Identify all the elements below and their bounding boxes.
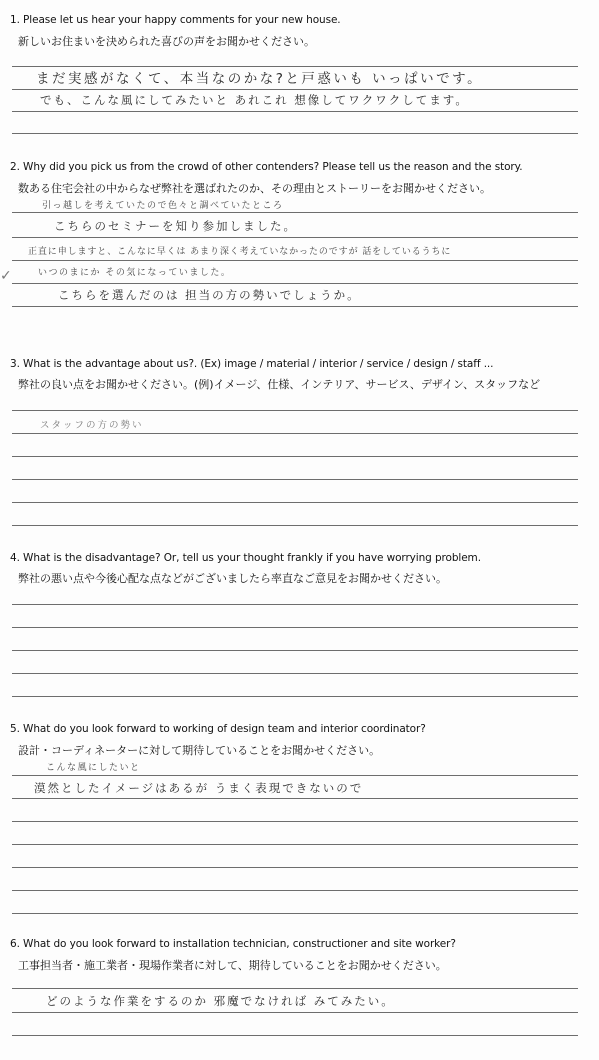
question-2-english: 2. Why did you pick us from the crowd of other contenders? Please tell us the reason and the story. [10,161,523,173]
margin-check-mark: ✓ [0,268,12,284]
answer-line [12,604,578,605]
answer-line [12,821,578,822]
answer-line [12,673,578,674]
question-6-english: 6. What do you look forward to installation technician, constructioner and site worker? [10,938,456,950]
answer-line [12,696,578,697]
handwritten-answer: こんな風にしたいと [46,763,141,773]
handwritten-answer: いつのまにか その気になっていました。 [38,268,232,278]
answer-line [12,1035,578,1036]
answer-line [12,988,578,989]
answer-line [12,890,578,891]
question-3-english: 3. What is the advantage about us?. (Ex) image / material / interior / service / design / staff ... [10,358,494,370]
answer-line [12,627,578,628]
answer-line [12,260,578,261]
answer-line [12,844,578,845]
handwritten-answer: 漠然としたイメージはあるが うまく表現できないので [34,781,364,795]
handwritten-answer: こちらを選んだのは 担当の方の勢いでしょうか。 [58,288,361,302]
question-6-japanese: 工事担当者・施工業者・現場作業者に対して、期待していることをお聞かせください。 [18,959,447,972]
question-4-english: 4. What is the disadvantage? Or, tell us your thought frankly if you have worrying problem. [10,552,481,564]
answer-line [12,525,578,526]
question-5-english: 5. What do you look forward to working of design team and interior coordinator? [10,723,426,735]
answer-line [12,867,578,868]
answer-line [12,410,578,411]
question-4-japanese: 弊社の悪い点や今後心配な点などがございましたら率直なご意見をお聞かせください。 [18,572,447,585]
handwritten-answer: 正直に申しますと、こんなに早くは あまり深く考えていなかったのですが 話をしているうちに [28,247,452,257]
answer-line [12,1012,578,1013]
answer-line [12,133,578,134]
question-3-japanese: 弊社の良い点をお聞かせください。(例)イメージ、仕様、インテリア、サービス、デザイン、スタッフなど [18,378,541,391]
answer-line [12,456,578,457]
answer-line [12,306,578,307]
handwritten-answer: どのような作業をするのか 邪魔でなければ みてみたい。 [46,994,395,1008]
handwritten-answer: スタッフの方の勢い [40,420,144,431]
answer-line [12,913,578,914]
answer-line [12,237,578,238]
answer-line [12,111,578,112]
question-2-japanese: 数ある住宅会社の中からなぜ弊社を選ばれたのか、その理由とストーリーをお聞かせください。 [18,182,491,195]
answer-line [12,798,578,799]
answer-line [12,89,578,90]
handwritten-answer: まだ実感がなくて、本当なのかな?と戸惑いも いっぱいです。 [36,71,484,87]
answer-line [12,433,578,434]
answer-line [12,283,578,284]
answer-line [12,775,578,776]
question-1-english: 1. Please let us hear your happy comments for your new house. [10,14,341,26]
answer-line [12,650,578,651]
answer-line [12,479,578,480]
handwritten-answer: こちらのセミナーを知り参加しました。 [54,219,297,233]
answer-line [12,502,578,503]
answer-line [12,212,578,213]
handwritten-answer: 引っ越しを考えていたので色々と調べていたところ [42,201,284,211]
handwritten-answer: でも、こんな風にしてみたいと あれこれ 想像してワクワクしてます。 [40,93,469,107]
question-5-japanese: 設計・コーディネーターに対して期待していることをお聞かせください。 [18,744,381,757]
question-1-japanese: 新しいお住まいを決められた喜びの声をお聞かせください。 [18,35,315,48]
